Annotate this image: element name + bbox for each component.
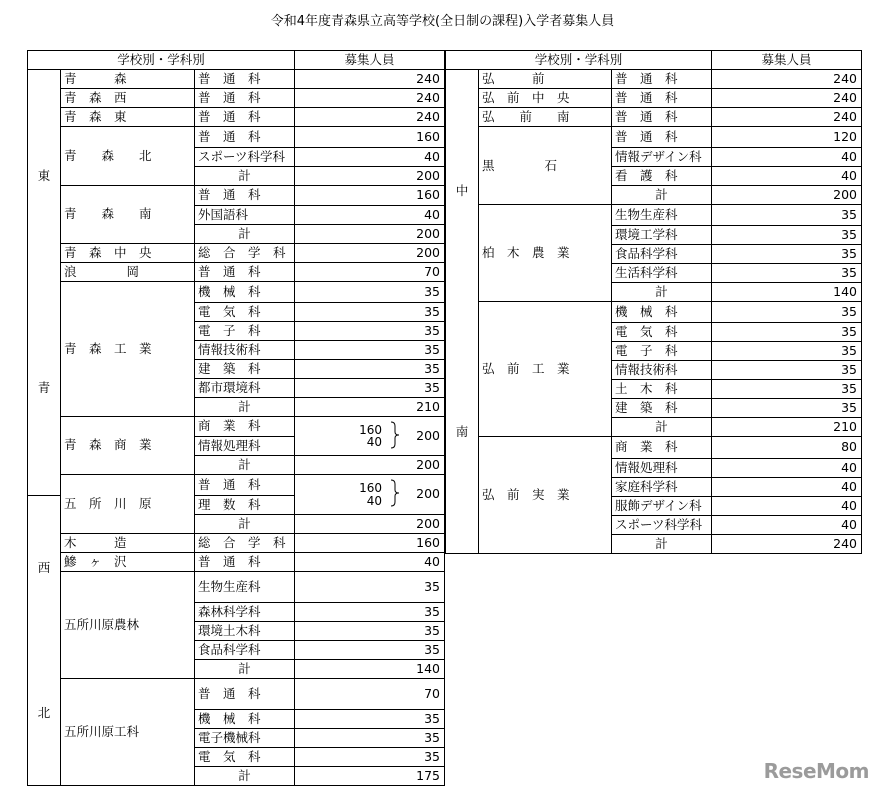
region-char: 南: [455, 423, 469, 439]
capacity-value: 35: [712, 342, 862, 361]
subtotal-value: 200: [295, 225, 445, 244]
department-name: 外国語科: [195, 206, 295, 225]
table-row: [446, 302, 862, 323]
department-name: 情報処理科: [195, 437, 295, 456]
region-cell: [28, 70, 61, 496]
capacity-value: 120: [712, 127, 862, 148]
department-name: 電 気 科: [195, 302, 295, 321]
school-name: 弘 前 工 業: [479, 302, 612, 437]
school-name: 青 森 東: [61, 108, 195, 127]
capacity-value: 240: [712, 89, 862, 108]
subtotal-label: 計: [195, 397, 295, 416]
capacity-value: 40: [712, 477, 862, 496]
department-name: 建 築 科: [195, 359, 295, 378]
school-name: 五所川原農林: [61, 571, 195, 678]
header-capacity: 募集人員: [712, 51, 862, 70]
region-char: 中: [455, 182, 469, 198]
region-char: 北: [37, 704, 51, 720]
department-name: 看 護 科: [612, 167, 712, 186]
capacity-value: 40: [295, 552, 445, 571]
subtotal-value: 200: [295, 514, 445, 533]
department-name: 普 通 科: [195, 475, 295, 496]
department-name: 電 気 科: [195, 748, 295, 767]
school-name: 青 森 中 央: [61, 244, 195, 263]
capacity-value: 160: [295, 185, 445, 206]
department-name: 生物生産科: [195, 571, 295, 602]
subtotal-label: 計: [195, 166, 295, 185]
capacity-value: 35: [712, 361, 862, 380]
table-row: [28, 571, 445, 602]
department-name: 環境土木科: [195, 621, 295, 640]
subtotal-value: 210: [712, 418, 862, 437]
department-name: 食品科学科: [612, 245, 712, 264]
subtotal-label: 計: [612, 186, 712, 205]
subtotal-value: 200: [295, 456, 445, 475]
department-name: 生活科学科: [612, 264, 712, 283]
department-name: 機 械 科: [195, 282, 295, 303]
table-row: [28, 108, 445, 127]
school-name: 青 森 工 業: [61, 282, 195, 417]
department-name: 服飾デザイン科: [612, 496, 712, 515]
capacity-value: 40: [295, 147, 445, 166]
capacity-value: 240: [295, 108, 445, 127]
department-name: 電 気 科: [612, 323, 712, 342]
capacity-value: 240: [712, 108, 862, 127]
department-name: 情報技術科: [195, 340, 295, 359]
department-name: 都市環境科: [195, 378, 295, 397]
capacity-value: 80: [712, 437, 862, 458]
table-row: [28, 185, 445, 206]
capacity-value: 35: [712, 380, 862, 399]
school-name: 柏 木 農 業: [479, 205, 612, 302]
department-name: 機 械 科: [612, 302, 712, 323]
capacity-value: 160: [295, 533, 445, 552]
region-char: 西: [37, 559, 51, 575]
department-name: 普 通 科: [612, 70, 712, 89]
capacity-value: 240: [295, 70, 445, 89]
department-name: 森林科学科: [195, 602, 295, 621]
subtotal-label: 計: [195, 659, 295, 678]
right-enrollment-table: [445, 50, 862, 554]
left-enrollment-table: [27, 50, 445, 786]
school-name: 青 森 西: [61, 89, 195, 108]
subtotal-value: 200: [295, 166, 445, 185]
department-name: 普 通 科: [612, 89, 712, 108]
subtotal-value: 140: [295, 659, 445, 678]
capacity-value: 35: [295, 748, 445, 767]
brace-icon: [390, 421, 400, 449]
school-name: 青 森: [61, 70, 195, 89]
school-name: 青 森 商 業: [61, 416, 195, 475]
department-name: 機 械 科: [195, 710, 295, 729]
header-capacity: 募集人員: [295, 51, 445, 70]
department-name: 土 木 科: [612, 380, 712, 399]
capacity-value: 40: [366, 435, 383, 450]
subtotal-label: 計: [195, 225, 295, 244]
capacity-value: 35: [712, 226, 862, 245]
capacity-value: 35: [712, 205, 862, 226]
grouped-capacity-cell: [295, 475, 445, 515]
department-name: 食品科学科: [195, 640, 295, 659]
subtotal-label: 計: [195, 514, 295, 533]
capacity-value: 35: [295, 282, 445, 303]
department-name: 理 数 科: [195, 495, 295, 514]
capacity-value: 35: [295, 710, 445, 729]
subtotal-value: 200: [712, 186, 862, 205]
region-char: 青: [37, 380, 51, 396]
grouped-capacity-cell: [295, 416, 445, 456]
capacity-value: 35: [712, 302, 862, 323]
table-row: [446, 89, 862, 108]
department-name: 建 築 科: [612, 399, 712, 418]
school-name: 五 所 川 原: [61, 475, 195, 534]
subtotal-value: 140: [712, 283, 862, 302]
table-row: [446, 108, 862, 127]
school-name: 浪 岡: [61, 263, 195, 282]
department-name: 環境工学科: [612, 226, 712, 245]
subtotal-value: 175: [295, 767, 445, 786]
department-name: 電 子 科: [612, 342, 712, 361]
capacity-value: 40: [366, 493, 383, 508]
capacity-value: 240: [295, 89, 445, 108]
subtotal-label: 計: [195, 767, 295, 786]
department-name: 総 合 学 科: [195, 533, 295, 552]
table-row: [28, 89, 445, 108]
table-row: [446, 205, 862, 226]
capacity-value: 40: [712, 167, 862, 186]
capacity-value: 35: [295, 602, 445, 621]
table-row: [28, 475, 445, 496]
department-name: 商 業 科: [195, 416, 295, 437]
capacity-value: 40: [295, 206, 445, 225]
capacity-value: 240: [712, 70, 862, 89]
department-name: 電 子 科: [195, 321, 295, 340]
department-name: 生物生産科: [612, 205, 712, 226]
school-name: 弘 前 中 央: [479, 89, 612, 108]
table-row: [446, 127, 862, 148]
group-total-value: 200: [416, 486, 441, 502]
department-name: 普 通 科: [195, 552, 295, 571]
table-row: [446, 437, 862, 458]
capacity-value: 35: [712, 245, 862, 264]
subtotal-value: 210: [295, 397, 445, 416]
department-name: 電子機械科: [195, 729, 295, 748]
school-name: 鰺 ヶ 沢: [61, 552, 195, 571]
table-row: [28, 533, 445, 552]
department-name: スポーツ科学科: [612, 515, 712, 534]
capacity-value: 35: [295, 340, 445, 359]
capacity-value: 35: [712, 264, 862, 283]
capacity-value: 35: [295, 640, 445, 659]
capacity-value: 160: [295, 127, 445, 148]
department-name: 総 合 学 科: [195, 244, 295, 263]
department-name: 普 通 科: [195, 678, 295, 709]
capacity-value: 40: [712, 496, 862, 515]
school-name: 黒 石: [479, 127, 612, 205]
department-name: 情報デザイン科: [612, 148, 712, 167]
subtotal-label: 計: [612, 418, 712, 437]
subtotal-value: 240: [712, 534, 862, 553]
department-name: 普 通 科: [195, 89, 295, 108]
table-row: [28, 263, 445, 282]
capacity-value: 160: [359, 422, 383, 437]
department-name: 商 業 科: [612, 437, 712, 458]
header-school-dept: 学校別・学科別: [28, 51, 295, 70]
capacity-value: 160: [359, 481, 383, 496]
department-name: 家庭科学科: [612, 477, 712, 496]
capacity-value: 35: [295, 302, 445, 321]
table-row: [28, 244, 445, 263]
school-name: 弘 前 実 業: [479, 437, 612, 553]
school-name: 弘 前 南: [479, 108, 612, 127]
school-name: 五所川原工科: [61, 678, 195, 785]
table-row: [28, 70, 445, 89]
table-row: [28, 416, 445, 437]
school-name: 青 森 北: [61, 127, 195, 186]
table-row: [28, 678, 445, 709]
capacity-value: 35: [712, 399, 862, 418]
capacity-value: 35: [295, 571, 445, 602]
capacity-value: 35: [295, 621, 445, 640]
table-row: [28, 552, 445, 571]
capacity-value: 35: [295, 359, 445, 378]
group-total-value: 200: [416, 427, 441, 443]
department-name: 普 通 科: [195, 70, 295, 89]
header-row: [446, 51, 862, 70]
capacity-value: 35: [295, 321, 445, 340]
subtotal-label: 計: [195, 456, 295, 475]
header-row: [28, 51, 445, 70]
header-school-dept: 学校別・学科別: [446, 51, 712, 70]
department-name: 普 通 科: [195, 108, 295, 127]
department-name: 普 通 科: [195, 185, 295, 206]
department-name: スポーツ科学科: [195, 147, 295, 166]
capacity-value: 70: [295, 263, 445, 282]
capacity-value: 35: [295, 378, 445, 397]
department-name: 普 通 科: [195, 127, 295, 148]
capacity-value: 200: [295, 244, 445, 263]
department-name: 普 通 科: [612, 127, 712, 148]
page-title: 令和4年度青森県立高等学校(全日制の課程)入学者募集人員: [270, 14, 615, 29]
school-name: 弘 前: [479, 70, 612, 89]
capacity-value: 40: [712, 458, 862, 477]
resemom-logo: ReseMom: [763, 759, 869, 783]
region-char: 東: [37, 168, 51, 184]
department-name: 情報処理科: [612, 458, 712, 477]
subtotal-label: 計: [612, 283, 712, 302]
department-name: 普 通 科: [612, 108, 712, 127]
capacity-value: 35: [712, 323, 862, 342]
region-cell: [28, 495, 61, 786]
department-name: 情報技術科: [612, 361, 712, 380]
table-row: [28, 282, 445, 303]
department-name: 普 通 科: [195, 263, 295, 282]
school-name: 木 造: [61, 533, 195, 552]
capacity-value: 35: [295, 729, 445, 748]
school-name: 青 森 南: [61, 185, 195, 244]
capacity-value: 40: [712, 148, 862, 167]
region-cell: [446, 70, 479, 554]
table-row: [446, 70, 862, 89]
capacity-value: 70: [295, 678, 445, 709]
subtotal-label: 計: [612, 534, 712, 553]
table-row: [28, 127, 445, 148]
brace-icon: [390, 479, 400, 507]
capacity-value: 40: [712, 515, 862, 534]
